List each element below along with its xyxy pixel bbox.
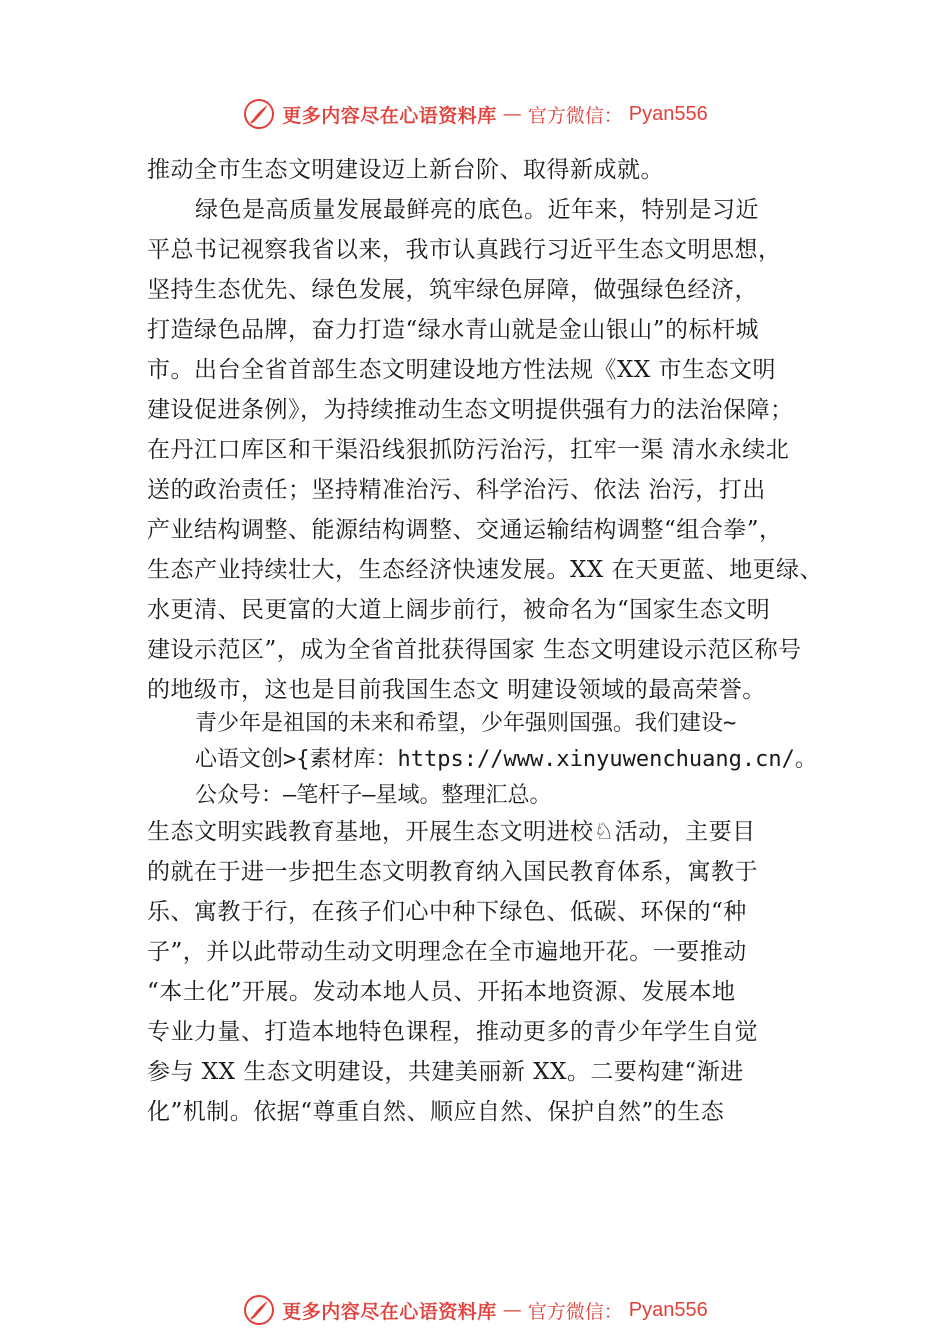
note-line: 青少年是祖国的未来和希望，少年强则国强。我们建设~ — [195, 711, 737, 736]
body-line: 建设促进条例》，为持续推动生态文明提供强有力的法治保障； — [147, 397, 794, 423]
body-line: 推动全市生态文明建设迈上新台阶、取得新成就。 — [147, 157, 664, 183]
body-line: “本土化”开展。发动本地人员、开拓本地资源、发展本地 — [147, 979, 736, 1005]
document-body-continued — [147, 812, 837, 1132]
body-line: 的地级市，这也是目前我国生态文 明建设领域的最高荣誉。 — [147, 677, 766, 703]
watermark-wechat-id: Pyan556 — [628, 102, 708, 125]
body-line: 子”，并以此带动生动文明理念在全市遍地开花。一要推动 — [147, 939, 747, 965]
watermark-text: 更多内容尽在心语资料库 — [282, 104, 497, 127]
body-line: 市。出台全省首部生态文明建设地方性法规《XX 市生态文明 — [147, 357, 777, 383]
body-line: 打造绿色品牌，奋力打造“绿水青山就是金山银山”的标杆城 — [147, 317, 760, 343]
watermark-separator: — — [502, 103, 522, 125]
body-line: 生态文明实践教育基地，开展生态文明进校♘活动，主要目 — [147, 819, 756, 845]
body-line: 化”机制。依据“尊重自然、顺应自然、保护自然”的生态 — [147, 1099, 725, 1125]
note-line: 心语文创>{素材库：https://www.xinyuwenchuang.cn/。 — [195, 747, 817, 772]
note-line: 公众号：—笔杆子—星域。整理汇总。 — [195, 783, 552, 808]
document-body — [147, 150, 837, 710]
body-line: 送的政治责任；坚持精准治污、科学治污、依法 治污，打出 — [147, 477, 766, 503]
body-line: 平总书记视察我省以来，我市认真践行习近平生态文明思想， — [147, 237, 782, 263]
quill-pen-logo-icon — [242, 97, 276, 131]
body-line: 绿色是高质量发展最鲜亮的底色。近年来，特别是习近 — [195, 197, 759, 223]
body-line: 坚持生态优先、绿色发展，筑牢绿色屏障，做强绿色经济， — [147, 277, 758, 303]
header-watermark — [0, 94, 950, 134]
watermark-wechat-label: 官方微信： — [527, 1300, 623, 1323]
body-line: 生态产业持续壮大，生态经济快速发展。XX 在天更蓝、地更绿、 — [147, 557, 824, 583]
body-line: 水更清、民更富的大道上阔步前行，被命名为“国家生态文明 — [147, 597, 771, 623]
watermark-separator: — — [502, 1299, 522, 1321]
body-line: 产业结构调整、能源结构调整、交通运输结构调整“组合拳”， — [147, 517, 783, 543]
body-line: 的就在于进一步把生态文明教育纳入国民教育体系，寓教于 — [147, 859, 758, 885]
body-line: 参与 XX 生态文明建设，共建美丽新 XX。二要构建“渐进 — [147, 1059, 744, 1085]
body-line: 在丹江口库区和干渠沿线狠抓防污治污，扛牢一渠 清水永续北 — [147, 437, 790, 463]
watermark-wechat-label: 官方微信： — [527, 104, 623, 127]
body-line: 乐、寓教于行，在孩子们心中种下绿色、低碳、环保的“种 — [147, 899, 747, 925]
inserted-note — [195, 706, 845, 814]
watermark-text: 更多内容尽在心语资料库 — [282, 1300, 497, 1323]
watermark-wechat-id: Pyan556 — [628, 1298, 708, 1321]
body-line: 建设示范区”，成为全省首批获得国家 生态文明建设示范区称号 — [147, 637, 802, 663]
body-line: 专业力量、打造本地特色课程，推动更多的青少年学生自觉 — [147, 1019, 758, 1045]
footer-watermark — [0, 1290, 950, 1330]
quill-pen-logo-icon — [242, 1293, 276, 1327]
